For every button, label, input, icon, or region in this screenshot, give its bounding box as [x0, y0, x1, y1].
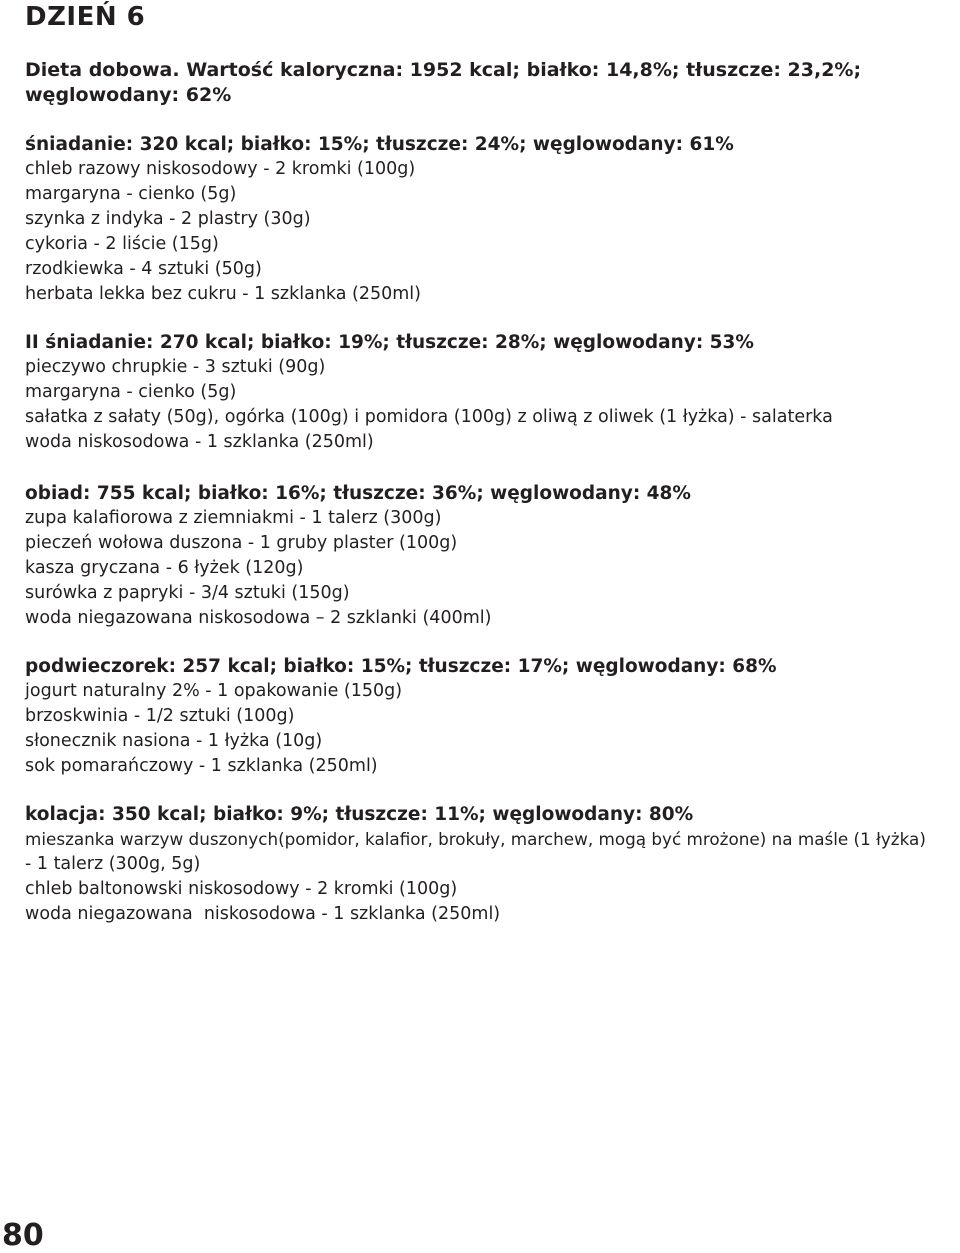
- meal-dinner: [25, 802, 960, 927]
- meal-lunch: [25, 481, 960, 631]
- meal-item: kasza gryczana - 6 łyżek (120g): [25, 558, 304, 578]
- meal-item: pieczywo chrupkie - 3 sztuki (90g): [25, 357, 326, 377]
- meal-item: sałatka z sałaty (50g), ogórka (100g) i pomidora (100g) z oliwą z oliwek (1 łyżka) - salaterka: [25, 407, 833, 427]
- meal-item: szynka z indyka - 2 plastry (30g): [25, 209, 311, 229]
- daily-summary: Dieta dobowa. Wartość kaloryczna: 1952 kcal; białko: 14,8%; tłuszcze: 23,2%; węglowodany: 62%: [25, 59, 862, 106]
- meal-header: śniadanie: 320 kcal; białko: 15%; tłuszcze: 24%; węglowodany: 61%: [25, 134, 734, 155]
- meal-item: - 1 talerz (300g, 5g): [25, 854, 201, 874]
- meal-item: chleb baltonowski niskosodowy - 2 kromki (100g): [25, 879, 458, 899]
- meal-item: margaryna - cienko (5g): [25, 184, 237, 204]
- meal-afternoon-snack: [25, 654, 960, 779]
- meal-breakfast: [25, 132, 960, 307]
- meal-item: woda niegazowana niskosodowa – 2 szklanki (400ml): [25, 608, 492, 628]
- meal-item: słonecznik nasiona - 1 łyżka (10g): [25, 731, 323, 751]
- meal-item: pieczeń wołowa duszona - 1 gruby plaster (100g): [25, 533, 458, 553]
- meal-item: jogurt naturalny 2% - 1 opakowanie (150g): [25, 681, 403, 701]
- meal-item: cykoria - 2 liście (15g): [25, 234, 219, 254]
- meal-item: woda niegazowana niskosodowa - 1 szklanka (250ml): [25, 904, 501, 924]
- meal-item: mieszanka warzyw duszonych(pomidor, kalafior, brokuły, marchew, mogą być mrożone) na maśle (1 łyżka): [25, 829, 926, 849]
- meal-header: II śniadanie: 270 kcal; białko: 19%; tłuszcze: 28%; węglowodany: 53%: [25, 332, 754, 353]
- meal-header: kolacja: 350 kcal; białko: 9%; tłuszcze: 11%; węglowodany: 80%: [25, 804, 694, 825]
- meal-item: zupa kalafiorowa z ziemniakmi - 1 talerz (300g): [25, 508, 442, 528]
- meal-item: chleb razowy niskosodowy - 2 kromki (100g): [25, 159, 416, 179]
- day-title: DZIEŃ 6: [25, 2, 146, 32]
- page-number: 80: [2, 1218, 44, 1253]
- meal-item: brzoskwinia - 1/2 sztuki (100g): [25, 706, 295, 726]
- meal-item: woda niskosodowa - 1 szklanka (250ml): [25, 432, 374, 452]
- meal-header: obiad: 755 kcal; białko: 16%; tłuszcze: 36%; węglowodany: 48%: [25, 483, 691, 504]
- meal-item: surówka z papryki - 3/4 sztuki (150g): [25, 583, 350, 603]
- meal-item: rzodkiewka - 4 sztuki (50g): [25, 259, 262, 279]
- meal-second-breakfast: [25, 330, 960, 455]
- meal-item: margaryna - cienko (5g): [25, 382, 237, 402]
- meal-header: podwieczorek: 257 kcal; białko: 15%; tłuszcze: 17%; węglowodany: 68%: [25, 656, 777, 677]
- meal-item: herbata lekka bez cukru - 1 szklanka (250ml): [25, 284, 421, 304]
- meal-item: sok pomarańczowy - 1 szklanka (250ml): [25, 756, 378, 776]
